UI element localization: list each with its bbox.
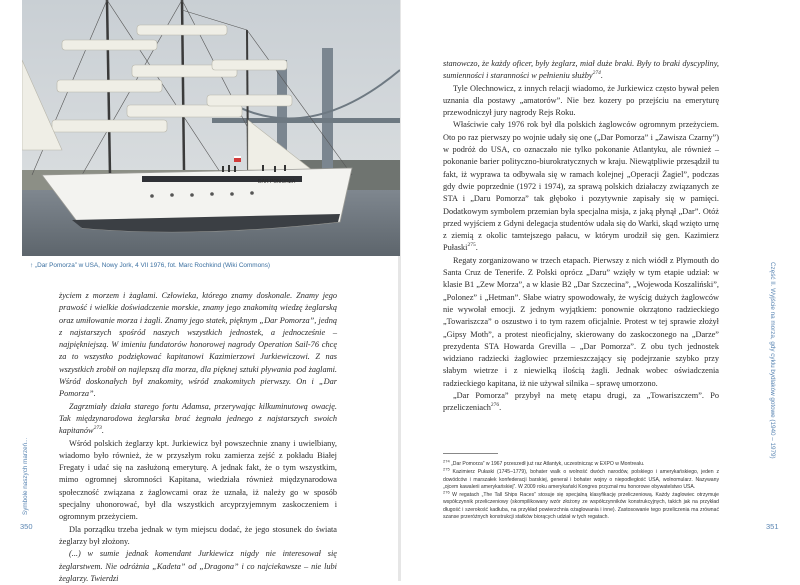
right-body-text [443, 58, 719, 415]
footnote-ref: 273 [93, 425, 102, 432]
footnotes [443, 458, 720, 522]
paragraph: życiem z morzem i żaglami. Człowieka, którego znamy doskonale. Znamy jego prawość i wielkie doświadczenie morskie, znamy jego znakomitą wiedzę żeglarską oraz umiłowanie morza i żagli. Znamy jego statek, pięknym „Dar Pomorza”, jedną z najstarszych spośród naszych wszystkich jednostek, a jednocześnie – najpiękniejszą. W imieniu fundatorów honorowej nagrody Operation Sail-76 chcę za to wszystko podziękować kapitanowi Kazimierzowi Jurkiewiczowi. Z nas wszystkich zrobił on najlepszą dla morza, dla pięknej sztuki pływania pod żaglami. Wśród doskonałych był znakomity, wśród znakomitych pierwszy. On i „Dar Pomorza”. [59, 291, 337, 399]
running-head-right: Część II. Wyjście na morza, gdy cyklu bydlaków gotowe (1940 – 1979) [769, 262, 776, 459]
page-number-right: 351 [766, 522, 779, 531]
footnote-divider [443, 453, 498, 454]
paragraph: Dla porządku trzeba jednak w tym miejscu dodać, że jego stosunek do świata żeglarzy był złożony. [59, 524, 337, 546]
paragraph: Wśród polskich żeglarzy kpt. Jurkiewicz był powszechnie znany i uwielbiany, wiadomo było również, że w przyszłym roku zamierza zejść z pokładu Białej Fregaty i udać się na zasłużoną emeryturę. A jednak fakt, że o tym wszystkim, mimo ogromnej skromności Kapitana, wiedziała również międzynarodowa społeczność związana z żaglowcami oraz że uznała, iż należy go w sposób specjalny uhonorować, był dla wszystkich arcyprzyjemnym zaskoczeniem i ogromnym przeżyciem. [59, 438, 337, 522]
footnote-ref: 275 [467, 242, 476, 249]
ship-photo [22, 0, 400, 256]
footnote-text: „Dar Pomorza” w 1967 przeszedł już raz Atlantyk, uczestnicząc w EXPO w Montrealu. [451, 461, 645, 467]
paragraph: stanowczo, że każdy oficer, były żeglarz, miał duże braki. Były to braki dyscypliny, sumienności i staranności w pełnieniu służby$^{274}$. [443, 59, 719, 81]
paragraph: Właściwie cały 1976 rok był dla polskich żaglowców ogromnym przeżyciem. Oto po raz pierwszy po wojnie udały się one („Dar Pomorza” i „Zawisza Czarny”) w podróż do USA, co oznaczało nie tylko pokonanie Atlantyku, ale również – pokonanie barier polityczno-biurokratycznych w kraju. Niewątpliwie przesądził tu fakt, iż wyprawa ta odbywała się w ramach kolejnej „Operacji Żagiel”, podczas gdy dwie poprzednie (1972 i 1974), za sprawą polskich działaczy związanych ze STA i „Daru Pomorza” tak głęboko i pozytywnie zapisały się w pamięci. Dodatkowym symbolem przemian była specjalna misja, z jaką płynął „Dar”. Otóż przed wyjściem z Gdyni delegacja studentów udała się do Warki, skąd wzięto urnę z ziemią z okolic tamtejszego pałacu, w którym urodził się gen. Kazimierz Pułaski$^{275}$. [443, 120, 719, 253]
footnote-text: W regatach „The Tall Ships Races” stosuje się specjalną klasyfikację przeliczeniową. Każdy żaglowiec otrzymuje współczynnik przeliczeniowy (skompilikowany wzór złożony ze współczynników konstrukcyjnych, takich jak na przykład długość i szerokość kadłuba, na przykład powierzchnia ożaglowania i inne). Zastosowanie tego przeliczenia ma zrównać szanse przeróżnych konstrukcji statków biorących udział w tych regatach. [443, 492, 720, 520]
left-body-text [59, 290, 337, 585]
footnote-text: Kazimierz Pułaski (1745–1779), bohater walk o wolność dwóch narodów, polskiego i amerykańskiego, jeden z dowódców i marszałek konfederacji barskiej, generał i bohater wojny o niepodległość USA, wolnomularz. Nazywany „ojcem kawalerii amerykańskiej”. W 2009 roku amerykański Kongres przyznał mu honorowe obywatelstwo USA. [443, 469, 719, 490]
footnote-ref: 274 [592, 70, 601, 77]
footnote-number: 274 [443, 458, 450, 464]
paragraph: Zagrzmiały działa starego fortu Adamsa, przerywając kilkuminutową owację. Tak międzynarodowa żeglarska brać żegnała jednego z najstarszych swoich kapitanów$^{273}$. [59, 401, 337, 436]
footnote-ref: 276 [490, 402, 500, 409]
footnote-number: 275 [443, 466, 450, 472]
paragraph-text: Właściwie cały 1976 rok był dla polskich żaglowców ogromnym przeżyciem. Oto po raz pierwszy po wojnie udały się one („Dar Pomorza” i „Zawisza Czarny”) w podróż do USA, co oznaczało nie tylko pokonanie Atlantyku, ale również – pokonanie barier polityczno-biurokratycznych w kraju. Niewątpliwie przesądził tu fakt, iż wyprawa ta odbywała się w ramach kolejnej „Operacji Żagiel”, podczas gdy dwie poprzednie (1972 i 1974), za sprawą polskich działaczy związanych ze STA i „Daru Pomorza” tak głęboko i pozytywnie zapisały się w pamięci. Dodatkowym symbolem przemian była specjalna misja, z jaką płynął „Dar”. Otóż przed wyjściem z Gdyni delegacja studentów udała się do Warki, skąd wzięto urnę z ziemią z okolic tamtejszego pałacu, w którym urodził się gen. Kazimierz Pułaski [443, 120, 719, 253]
footnote [443, 458, 719, 468]
ship-hull-name: DAR POMORZA [258, 179, 296, 185]
left-page [0, 0, 398, 581]
paragraph: Tyle Olechnowicz, z innych relacji wiadomo, że Jurkiewicz często bywał pełen uznania dla postawy „amatorów”. Nie bez kozery po przejściu na emeryturę przewodniczył jury nagrody Rejs Roku. [443, 83, 719, 118]
running-head-left: Symbole naszych marzeń... [22, 437, 29, 515]
photo-caption: ↑ „Dar Pomorza” w USA, Nowy Jork, 4 VII 1976, fot. Marc Rochkind (Wiki Commons) [30, 262, 271, 269]
footnote-number: 276 [443, 489, 450, 495]
paragraph-text: „Dar Pomorza” przybył na metę etapu drugi, za „Towariszczem”. Po przeliczeniach [443, 391, 719, 413]
paragraph: „Dar Pomorza” przybył na metę etapu drugi, za „Towariszczem”. Po przeliczeniach$^{276}$. [443, 391, 719, 413]
footnote [443, 489, 720, 521]
footnote [443, 466, 719, 491]
paragraph-text: Zagrzmiały działa starego fortu Adamsa, przerywając kilkuminutową owację. Tak międzynarodowa żeglarska brać żegnała jednego z najstarszych swoich kapitanów [59, 401, 337, 436]
page-number-left: 350 [20, 522, 33, 531]
paragraph: (...) w sumie jednak komendant Jurkiewicz nigdy nie interesował się żeglarstwem. Nie odróżnia „Kadeta” od „Dragona” i co najciekawsze – nie lubi żeglarzy. Twierdzi [59, 549, 337, 583]
paragraph: Regaty zorganizowano w trzech etapach. Pierwszy z nich wiódł z Plymouth do Santa Cruz de Tenerife. Z Polski oprócz „Daru” wzięły w tym etapie udział: w klasie B1 „Zew Morza”, a w klasie B2 „Dar Szczecina”, „Wojewoda Koszaliński”, „Polonez” i „Hetman”. Słabe wiatry spowodowały, że wyścig dużych żaglowców nie wywołał emocji. Z jednym wyjątkiem: ponownie okrzątono radzieckiego „Towariszcza” o oszustwo i to tym razem oficjalnie. Protest w tej sprawie złożył „Gipsy Moth”, a protest nieoficjalny, skierowany do zaskoczonego na „Darze” prezydenta STA Howarda Grevilla – „Dar Pomorza”. Z obu tych jednostek widziano radziecki żaglowiec przemieszczający się podejrzanie szybko przy słabym wietrze i z niewielką ilością żagli. Jednak wobec oświadczenia radzieckiego kapitana, iż nie używał silnika – sprawę umorzono. [443, 255, 719, 388]
paragraph-text: stanowczo, że każdy oficer, były żeglarz, miał duże braki. Były to braki dyscypliny, sumienności i staranności w pełnieniu służby [443, 59, 719, 81]
